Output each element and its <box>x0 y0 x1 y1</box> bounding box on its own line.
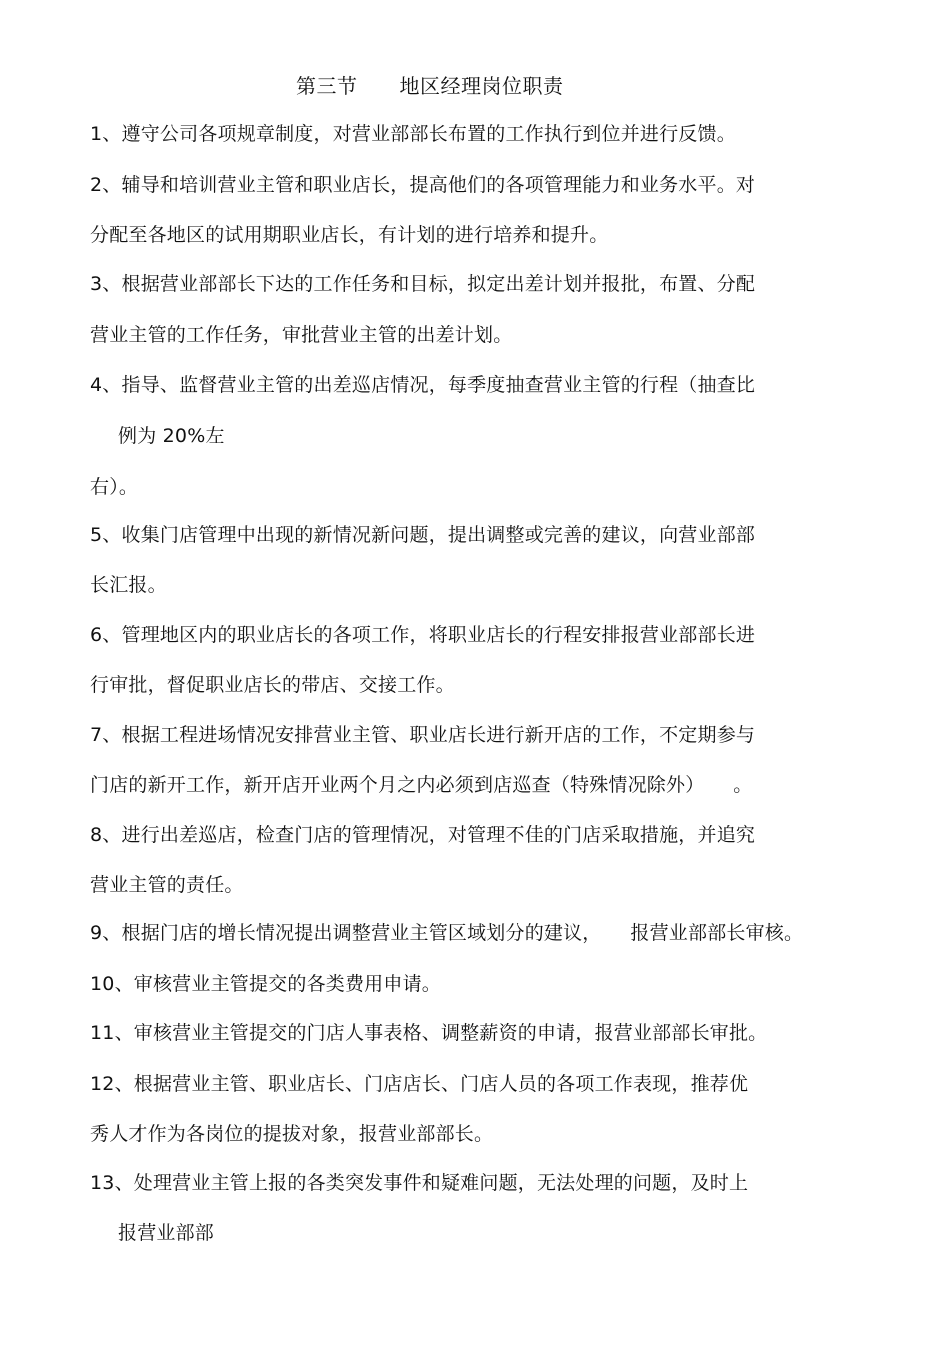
duty-line-4b: 例为 20%左 <box>118 425 225 447</box>
duty-line-1: 1、遵守公司各项规章制度，对营业部部长布置的工作执行到位并进行反馈。 <box>90 123 736 145</box>
duty-line-12b: 秀人才作为各岗位的提拔对象，报营业部部长。 <box>90 1123 494 1145</box>
duty-line-4c: 右）。 <box>90 476 139 498</box>
duty-line-8a: 8、进行出差巡店，检查门店的管理情况，对管理不佳的门店采取措施，并追究 <box>90 824 756 846</box>
duty-line-7b: 门店的新开工作，新开店开业两个月之内必须到店巡查（特殊情况除外） 。 <box>90 774 753 796</box>
duty-line-5b: 长汇报。 <box>90 574 167 596</box>
duty-line-3b: 营业主管的工作任务，审批营业主管的出差计划。 <box>90 324 513 346</box>
duty-line-10: 10、审核营业主管提交的各类费用申请。 <box>90 973 441 995</box>
duty-line-8b: 营业主管的责任。 <box>90 874 244 896</box>
duty-line-2a: 2、辅导和培训营业主管和职业店长，提高他们的各项管理能力和业务水平。对 <box>90 174 756 196</box>
duty-line-9: 9、根据门店的增长情况提出调整营业主管区域划分的建议， 报营业部部长审核。 <box>90 922 804 944</box>
duty-line-5a: 5、收集门店管理中出现的新情况新问题，提出调整或完善的建议，向营业部部 <box>90 524 756 546</box>
duty-line-11: 11、审核营业主管提交的门店人事表格、调整薪资的申请，报营业部部长审批。 <box>90 1022 768 1044</box>
duty-line-2b: 分配至各地区的试用期职业店长，有计划的进行培养和提升。 <box>90 224 609 246</box>
section-number: 第三节 <box>296 74 358 98</box>
duty-line-6b: 行审批，督促职业店长的带店、交接工作。 <box>90 674 455 696</box>
duty-line-7a: 7、根据工程进场情况安排营业主管、职业店长进行新开店的工作，不定期参与 <box>90 724 756 746</box>
duty-line-3a: 3、根据营业部部长下达的工作任务和目标，拟定出差计划并报批，布置、分配 <box>90 273 756 295</box>
duty-line-13a: 13、处理营业主管上报的各类突发事件和疑难问题，无法处理的问题，及时上 <box>90 1172 749 1194</box>
duty-line-6a: 6、管理地区内的职业店长的各项工作，将职业店长的行程安排报营业部部长进 <box>90 624 756 646</box>
section-title <box>296 72 564 100</box>
duty-line-12a: 12、根据营业主管、职业店长、门店店长、门店人员的各项工作表现，推荐优 <box>90 1073 749 1095</box>
duty-line-4a: 4、指导、监督营业主管的出差巡店情况，每季度抽查营业主管的行程（抽查比 <box>90 374 756 396</box>
duty-line-13b: 报营业部部 <box>118 1222 215 1244</box>
section-heading: 地区经理岗位职责 <box>399 74 564 98</box>
